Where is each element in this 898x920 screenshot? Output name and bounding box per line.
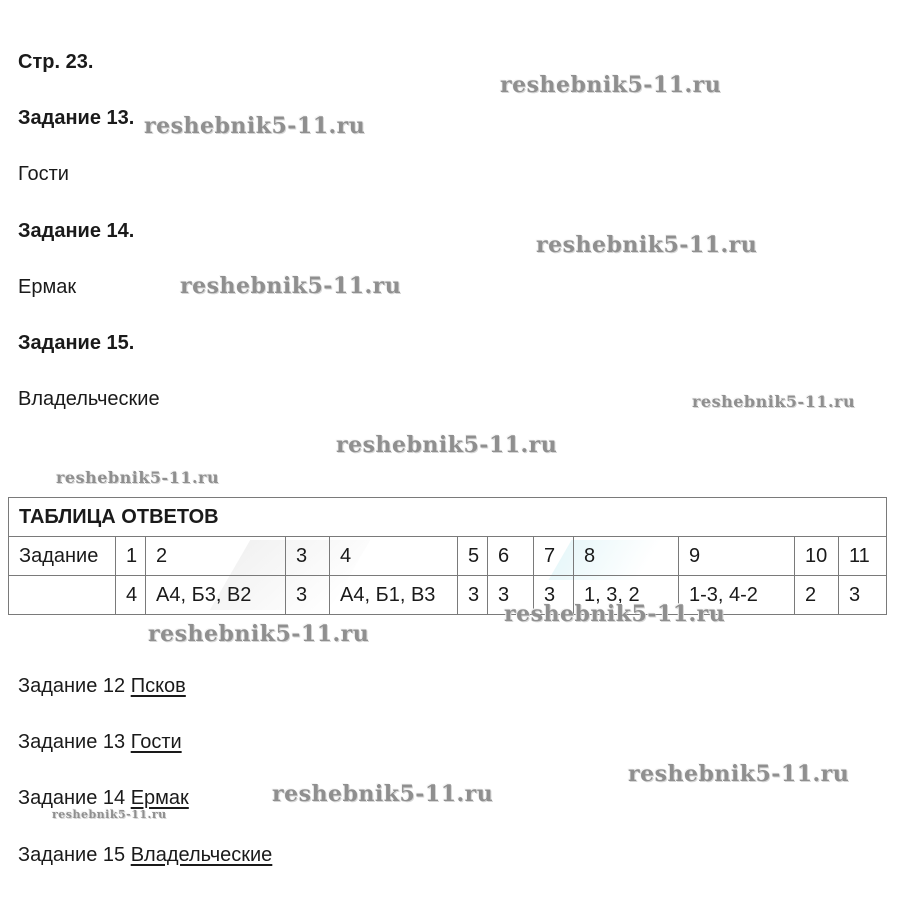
- summary-line: [18, 730, 182, 754]
- table-cell: 1-3, 4-2: [679, 576, 795, 615]
- page-heading: Стр. 23.: [18, 51, 94, 73]
- task-14-answer: Ермак: [18, 276, 77, 298]
- table-cell: А4, Б1, В3: [330, 576, 458, 615]
- table-header-cell: 1: [116, 537, 146, 576]
- table-header-cell: 5: [458, 537, 488, 576]
- summary-answer: Владельческие: [130, 844, 273, 866]
- watermark: reshebnik5-11.ru: [56, 468, 220, 487]
- summary-label: Задание 14: [18, 787, 126, 809]
- answers-table: [8, 497, 887, 615]
- summary-answer: Гости: [130, 731, 182, 753]
- watermark: reshebnik5-11.ru: [500, 72, 722, 98]
- table-header-cell: 2: [146, 537, 286, 576]
- table-title: ТАБЛИЦА ОТВЕТОВ: [9, 498, 887, 537]
- watermark: reshebnik5-11.ru: [52, 808, 167, 821]
- watermark: reshebnik5-11.ru: [628, 761, 850, 787]
- watermark: reshebnik5-11.ru: [336, 432, 558, 458]
- summary-answer: Псков: [130, 675, 186, 697]
- table-header-row: [9, 537, 887, 576]
- watermark: reshebnik5-11.ru: [180, 273, 402, 299]
- watermark: reshebnik5-11.ru: [536, 232, 758, 258]
- summary-line: [18, 786, 189, 810]
- table-header-cell: 8: [574, 537, 679, 576]
- table-cell: 1, 3, 2: [574, 576, 679, 615]
- table-cell: 2: [795, 576, 839, 615]
- table-cell: 3: [286, 576, 330, 615]
- table-header-cell: 11: [839, 537, 887, 576]
- table-header-cell: 3: [286, 537, 330, 576]
- table-cell: 3: [534, 576, 574, 615]
- table-cell: А4, Б3, В2: [146, 576, 286, 615]
- summary-label: Задание 15: [18, 844, 126, 866]
- summary-answer: Ермак: [130, 787, 189, 809]
- table-cell: 4: [116, 576, 146, 615]
- task-15-answer: Владельческие: [18, 388, 160, 410]
- summary-label: Задание 12: [18, 675, 126, 697]
- watermark: reshebnik5-11.ru: [692, 392, 856, 411]
- task-13-answer: Гости: [18, 163, 69, 185]
- summary-label: Задание 13: [18, 731, 126, 753]
- watermark: reshebnik5-11.ru: [148, 621, 370, 647]
- task-14-title: Задание 14.: [18, 220, 135, 242]
- table-cell: 3: [839, 576, 887, 615]
- watermark: reshebnik5-11.ru: [504, 601, 726, 627]
- summary-line: [18, 843, 272, 867]
- watermark: reshebnik5-11.ru: [144, 113, 366, 139]
- table-cell: 3: [458, 576, 488, 615]
- table-header-cell: 4: [330, 537, 458, 576]
- task-13-title: Задание 13.: [18, 107, 135, 129]
- table-header-cell: 7: [534, 537, 574, 576]
- table-header-cell: Задание: [9, 537, 116, 576]
- table-header-cell: 10: [795, 537, 839, 576]
- table-cell: 3: [488, 576, 534, 615]
- table-cell: [9, 576, 116, 615]
- task-15-title: Задание 15.: [18, 332, 135, 354]
- table-header-cell: 6: [488, 537, 534, 576]
- watermark: reshebnik5-11.ru: [272, 781, 494, 807]
- summary-line: [18, 674, 186, 698]
- table-header-cell: 9: [679, 537, 795, 576]
- table-answer-row: [9, 576, 887, 615]
